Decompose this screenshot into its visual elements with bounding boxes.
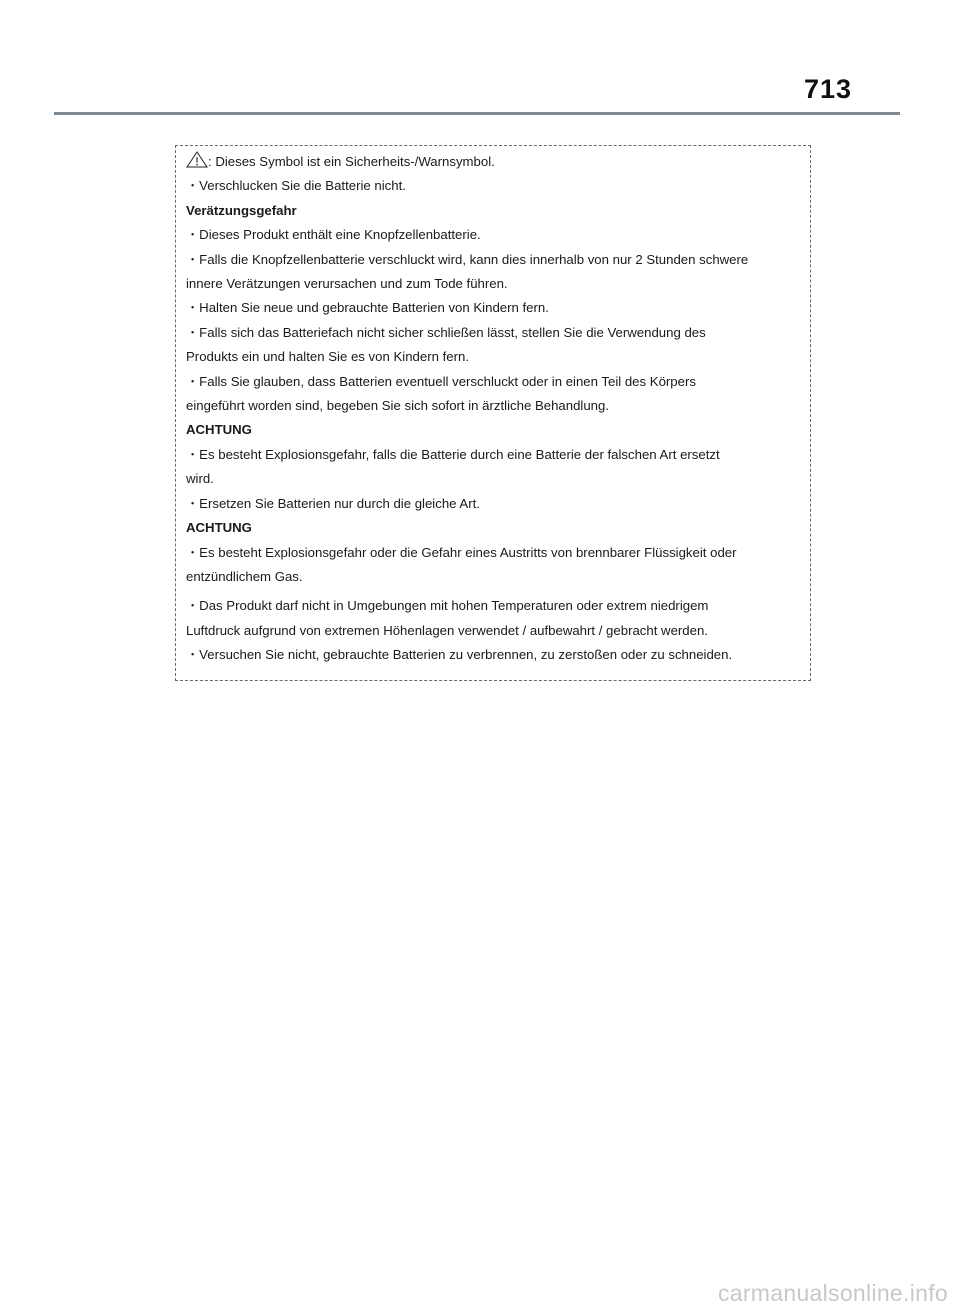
- notice-line: wird.: [186, 471, 214, 487]
- notice-line: innere Verätzungen verursachen und zum Tode führen.: [186, 276, 508, 292]
- symbol-explanation-text: : Dieses Symbol ist ein Sicherheits-/Warnsymbol.: [208, 154, 495, 169]
- footer-watermark: carmanualsonline.info: [717, 1280, 948, 1306]
- notice-line: Luftdruck aufgrund von extremen Höhenlagen verwendet / aufbewahrt / gebracht werden.: [186, 622, 708, 638]
- notice-line: ・Verschlucken Sie die Batterie nicht.: [186, 178, 406, 194]
- notice-heading-caution: ACHTUNG: [186, 520, 252, 536]
- warning-triangle-icon: [186, 151, 208, 168]
- notice-heading-caution: ACHTUNG: [186, 422, 252, 438]
- notice-line: ・Versuchen Sie nicht, gebrauchte Batterien zu verbrennen, zu zerstoßen oder zu schneiden.: [186, 647, 733, 663]
- page-number: 713: [803, 74, 852, 104]
- safety-notice-content: [186, 150, 801, 668]
- notice-heading-corrosion: Verätzungsgefahr: [186, 202, 297, 218]
- notice-line: ・Falls sich das Batteriefach nicht sicher schließen lässt, stellen Sie die Verwendung des: [186, 324, 706, 340]
- header-rule: [54, 112, 900, 115]
- notice-line: entzündlichem Gas.: [186, 568, 303, 584]
- notice-line: ・Halten Sie neue und gebrauchte Batterien von Kindern fern.: [186, 300, 549, 316]
- notice-line: ・Es besteht Explosionsgefahr, falls die Batterie durch eine Batterie der falschen Art ersetzt: [186, 446, 720, 462]
- notice-line: ・Es besteht Explosionsgefahr oder die Gefahr eines Austritts von brennbarer Flüssigkeit oder: [186, 544, 737, 560]
- notice-line: Produkts ein und halten Sie es von Kindern fern.: [186, 349, 469, 365]
- notice-line: ・Ersetzen Sie Batterien nur durch die gleiche Art.: [186, 495, 480, 511]
- notice-line: ・Falls Sie glauben, dass Batterien eventuell verschluckt oder in einen Teil des Körpers: [186, 373, 696, 389]
- notice-line: eingeführt worden sind, begeben Sie sich sofort in ärztliche Behandlung.: [186, 398, 610, 414]
- notice-line: ・Falls die Knopfzellenbatterie verschluckt wird, kann dies innerhalb von nur 2 Stunden schwere: [186, 251, 749, 267]
- notice-line-symbol: [186, 150, 801, 174]
- notice-line: ・Das Produkt darf nicht in Umgebungen mit hohen Temperaturen oder extrem niedrigem: [186, 598, 709, 614]
- notice-line: ・Dieses Produkt enthält eine Knopfzellenbatterie.: [186, 227, 481, 243]
